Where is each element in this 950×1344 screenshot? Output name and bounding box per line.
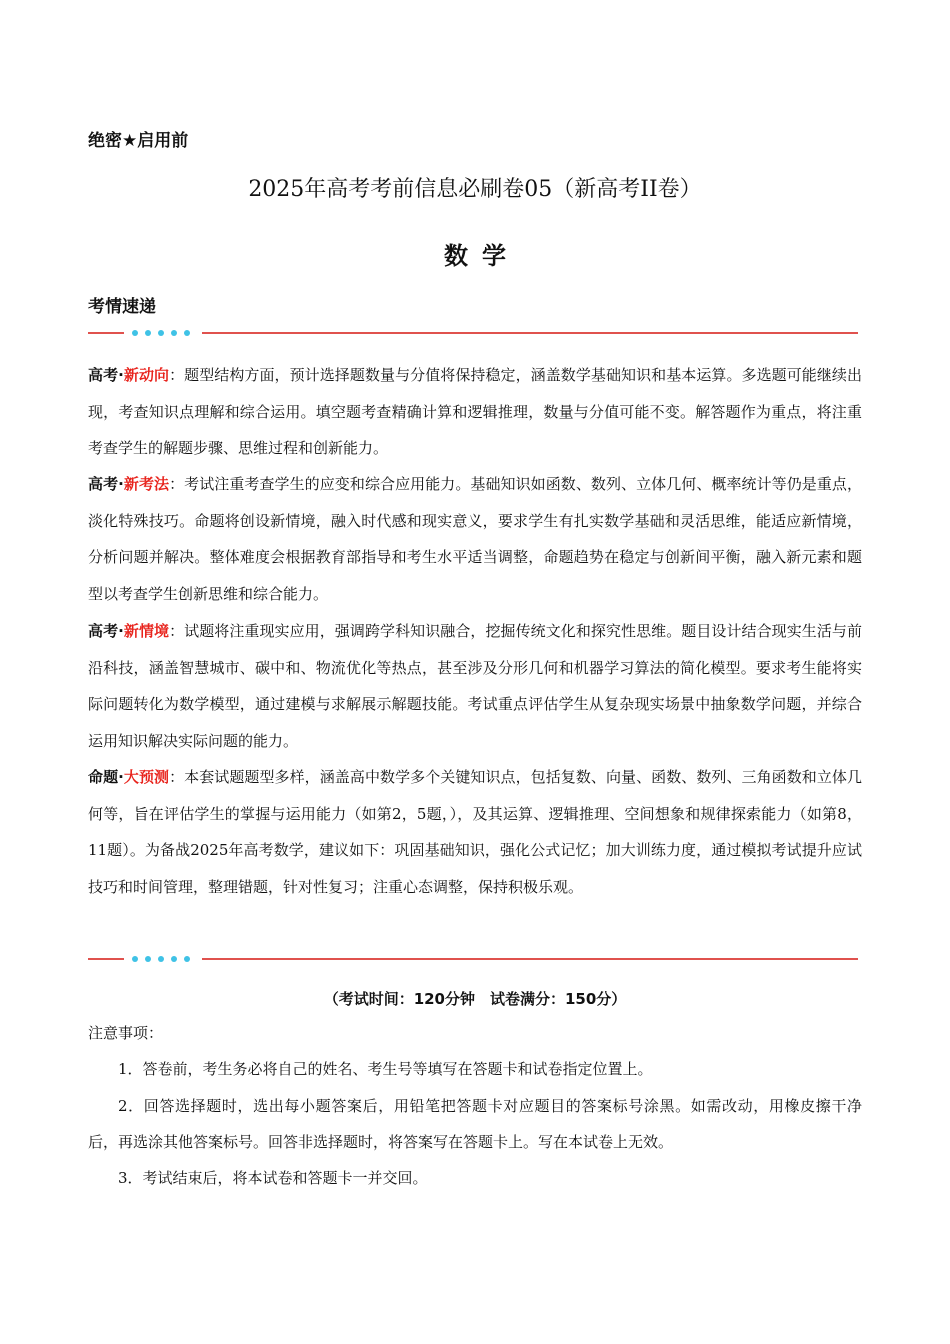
info-prediction: 命题·大预测：本套试题题型多样，涵盖高中数学多个关键知识点，包括复数、向量、函数、数列、三角函数和立体几何等，旨在评估学生的掌握与运用能力（如第2，5题，），及其运算、逻辑推理、空间想象和规律探索能力（如第8，11题）。为备战2025年高考数学，建议如下：巩固基础知识，强化公式记忆；加大训练力度，通过模拟考试提升应试技巧和时间管理，整理错题，针对性复习；注重心态调整，保持积极乐观。 [88,768,862,896]
notice-item: 3．考试结束后，将本试卷和答题卡一并交回。 [118,1169,428,1187]
divider-top [88,327,858,339]
exam-time-info: （考试时间：120分钟 试卷满分：150分） [323,990,627,1008]
notice-title: 注意事项： [88,1024,164,1042]
section-heading: 考情速递 [88,297,156,317]
info-context: 高考·新情境：试题将注重现实应用，强调跨学科知识融合，挖掘传统文化和探究性思维。题目设计结合现实生活与前沿科技，涵盖智慧城市、碳中和、物流优化等热点，甚至涉及分形几何和机器学习算法的简化模型。要求考生能将实际问题转化为数学模型，通过建模与求解展示解题技能。考试重点评估学生从复杂现实场景中抽象数学问题，并综合运用知识解决实际问题的能力。 [88,622,862,750]
notice-item: 2．回答选择题时，选出每小题答案后，用铅笔把答题卡对应题目的答案标号涂黑。如需改动，用橡皮擦干净后，再选涂其他答案标号。回答非选择题时，将答案写在答题卡上。写在本试卷上无效。 [88,1097,862,1151]
info-trend: 高考·新动向：题型结构方面，预计选择题数量与分值将保持稳定，涵盖数学基础知识和基本运算。多选题可能继续出现，考查知识点理解和综合运用。填空题考查精确计算和逻辑推理，数量与分值可能不变。解答题作为重点，将注重考查学生的解题步骤、思维过程和创新能力。 [88,366,862,457]
paper-title: 2025年高考考前信息必刷卷05（新高考II卷） [248,177,702,202]
info-method: 高考·新考法：考试注重考查学生的应变和综合应用能力。基础知识如函数、数列、立体几何、概率统计等仍是重点，淡化特殊技巧。命题将创设新情境，融入时代感和现实意义，要求学生有扎实数学基础和灵活思维，能适应新情境，分析问题并解决。整体难度会根据教育部指导和考生水平适当调整，命题趋势在稳定与创新间平衡，融入新元素和题型以考查学生创新思维和综合能力。 [88,475,862,603]
confidential-label: 绝密★启用前 [88,131,189,151]
notice-item: 1．答卷前，考生务必将自己的姓名、考生号等填写在答题卡和试卷指定位置上。 [118,1060,653,1078]
subject-title: 数学 [444,242,520,270]
divider-bottom [88,953,858,965]
